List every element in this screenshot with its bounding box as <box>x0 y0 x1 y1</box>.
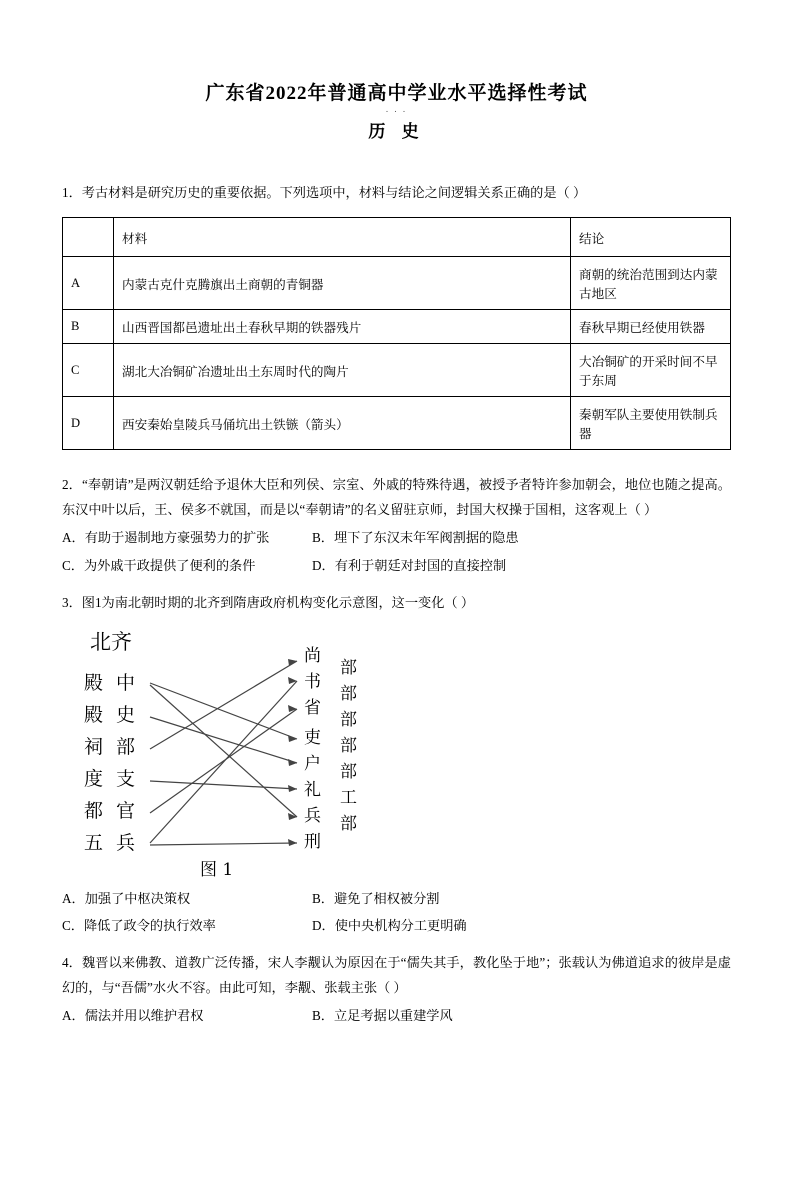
option-a[interactable]: A．儒法并用以维护君权 <box>62 1008 204 1024</box>
svg-text:部: 部 <box>340 735 357 756</box>
option-c[interactable]: C．为外戚干政提供了便利的条件 <box>62 557 256 573</box>
option-row <box>62 1002 731 1030</box>
option-a[interactable]: A．加强了中枢决策权 <box>62 890 191 906</box>
table-row <box>63 397 731 450</box>
figure-left-title: 北齐 <box>90 629 132 654</box>
option-d[interactable]: D．有利于朝廷对封国的直接控制 <box>312 557 507 573</box>
option-row <box>62 912 731 940</box>
svg-text:部: 部 <box>340 657 357 678</box>
svg-text:户: 户 <box>304 753 321 774</box>
row-conclusion: 商朝的统治范围到达内蒙古地区 <box>571 257 731 310</box>
option-d[interactable]: D．使中央机构分工更明确 <box>312 918 467 934</box>
svg-text:五: 五 <box>84 831 104 854</box>
table-row <box>63 310 731 344</box>
svg-text:支: 支 <box>116 767 136 790</box>
svg-text:刑: 刑 <box>304 831 321 852</box>
svg-text:史: 史 <box>116 703 136 726</box>
svg-text:书: 书 <box>304 671 321 692</box>
row-material: 内蒙古克什克腾旗出土商朝的青铜器 <box>114 257 571 310</box>
svg-text:尚: 尚 <box>304 645 321 666</box>
svg-text:官: 官 <box>116 799 136 822</box>
svg-text:省: 省 <box>304 697 321 718</box>
svg-text:部: 部 <box>340 813 357 834</box>
option-row <box>62 885 731 913</box>
row-conclusion: 春秋早期已经使用铁器 <box>571 310 731 344</box>
option-row <box>62 524 731 552</box>
table-header-index <box>63 218 114 257</box>
option-b[interactable]: B．避免了相权被分割 <box>312 890 440 906</box>
row-conclusion: 大冶铜矿的开采时间不早于东周 <box>571 344 731 397</box>
question-4-options <box>62 1002 731 1030</box>
figure-caption: 图 1 <box>200 859 234 880</box>
table-header-material: 材料 <box>114 218 571 257</box>
svg-text:祠: 祠 <box>84 735 104 758</box>
svg-text:度: 度 <box>84 767 104 790</box>
row-material: 湖北大冶铜矿冶遗址出土东周时代的陶片 <box>114 344 571 397</box>
table-header-conclusion: 结论 <box>571 218 731 257</box>
svg-text:礼: 礼 <box>304 779 321 800</box>
question-1-stem: 1．考古材料是研究历史的重要依据。下列选项中，材料与结论之间逻辑关系正确的是（ ） <box>62 185 587 200</box>
svg-text:部: 部 <box>340 709 357 730</box>
svg-text:殿: 殿 <box>84 671 104 694</box>
table-row <box>63 344 731 397</box>
row-label: D <box>63 397 114 450</box>
row-label: A <box>63 257 114 310</box>
row-material: 西安秦始皇陵兵马俑坑出土铁镞（箭头） <box>114 397 571 450</box>
page-title: 广东省2022年普通高中学业水平选择性考试 <box>205 83 588 104</box>
question-3-options <box>62 885 731 940</box>
svg-text:吏: 吏 <box>304 727 321 748</box>
row-material: 山西晋国都邑遗址出土春秋早期的铁器残片 <box>114 310 571 344</box>
svg-text:殿: 殿 <box>84 703 104 726</box>
option-b[interactable]: B．埋下了东汉末年军阀割据的隐患 <box>312 530 519 546</box>
svg-text:部: 部 <box>340 683 357 704</box>
option-row <box>62 552 731 580</box>
question-3-stem: 3．图1为南北朝时期的北齐到隋唐政府机构变化示意图，这一变化（ ） <box>62 594 475 610</box>
question-2-options <box>62 524 731 579</box>
question-2-stem: 2．“奉朝请”是两汉朝廷给予退休大臣和列侯、宗室、外戚的特殊待遇，被授予者特许参加朝会，地位也随之提高。东汉中叶以后，王、侯多不就国，而是以“奉朝请”的名义留驻京师，封国大权操于国相，这客观上（ ） <box>62 477 731 518</box>
table-row <box>63 257 731 310</box>
page-subtitle: 历 史 <box>368 122 425 141</box>
page-top-marker: . . . <box>385 104 408 114</box>
svg-text:工: 工 <box>340 787 357 808</box>
svg-text:部: 部 <box>116 735 136 758</box>
exam-paper-page <box>0 78 793 1200</box>
question-3-figure <box>62 621 731 889</box>
svg-text:都: 都 <box>84 799 104 822</box>
svg-text:兵: 兵 <box>116 831 136 854</box>
table-header-row <box>63 218 731 257</box>
row-conclusion: 秦朝军队主要使用铁制兵器 <box>571 397 731 450</box>
question-4-stem: 4．魏晋以来佛教、道教广泛传播，宋人李觏认为原因在于“儒失其手，教化坠于地”；张载认为佛道追求的彼岸是虚幻的，与“吾儒”水火不容。由此可知，李觏、张载主张（ ） <box>62 955 731 996</box>
svg-text:中: 中 <box>116 671 136 694</box>
figure-1-diagram <box>72 621 492 883</box>
svg-text:兵: 兵 <box>304 805 321 826</box>
option-a[interactable]: A．有助于遏制地方豪强势力的扩张 <box>62 530 270 546</box>
option-c[interactable]: C．降低了政令的执行效率 <box>62 918 216 934</box>
option-b[interactable]: B．立足考据以重建学风 <box>312 1008 453 1024</box>
row-label: C <box>63 344 114 397</box>
question-1-table <box>62 217 731 450</box>
svg-text:部: 部 <box>340 761 357 782</box>
row-label: B <box>63 310 114 344</box>
